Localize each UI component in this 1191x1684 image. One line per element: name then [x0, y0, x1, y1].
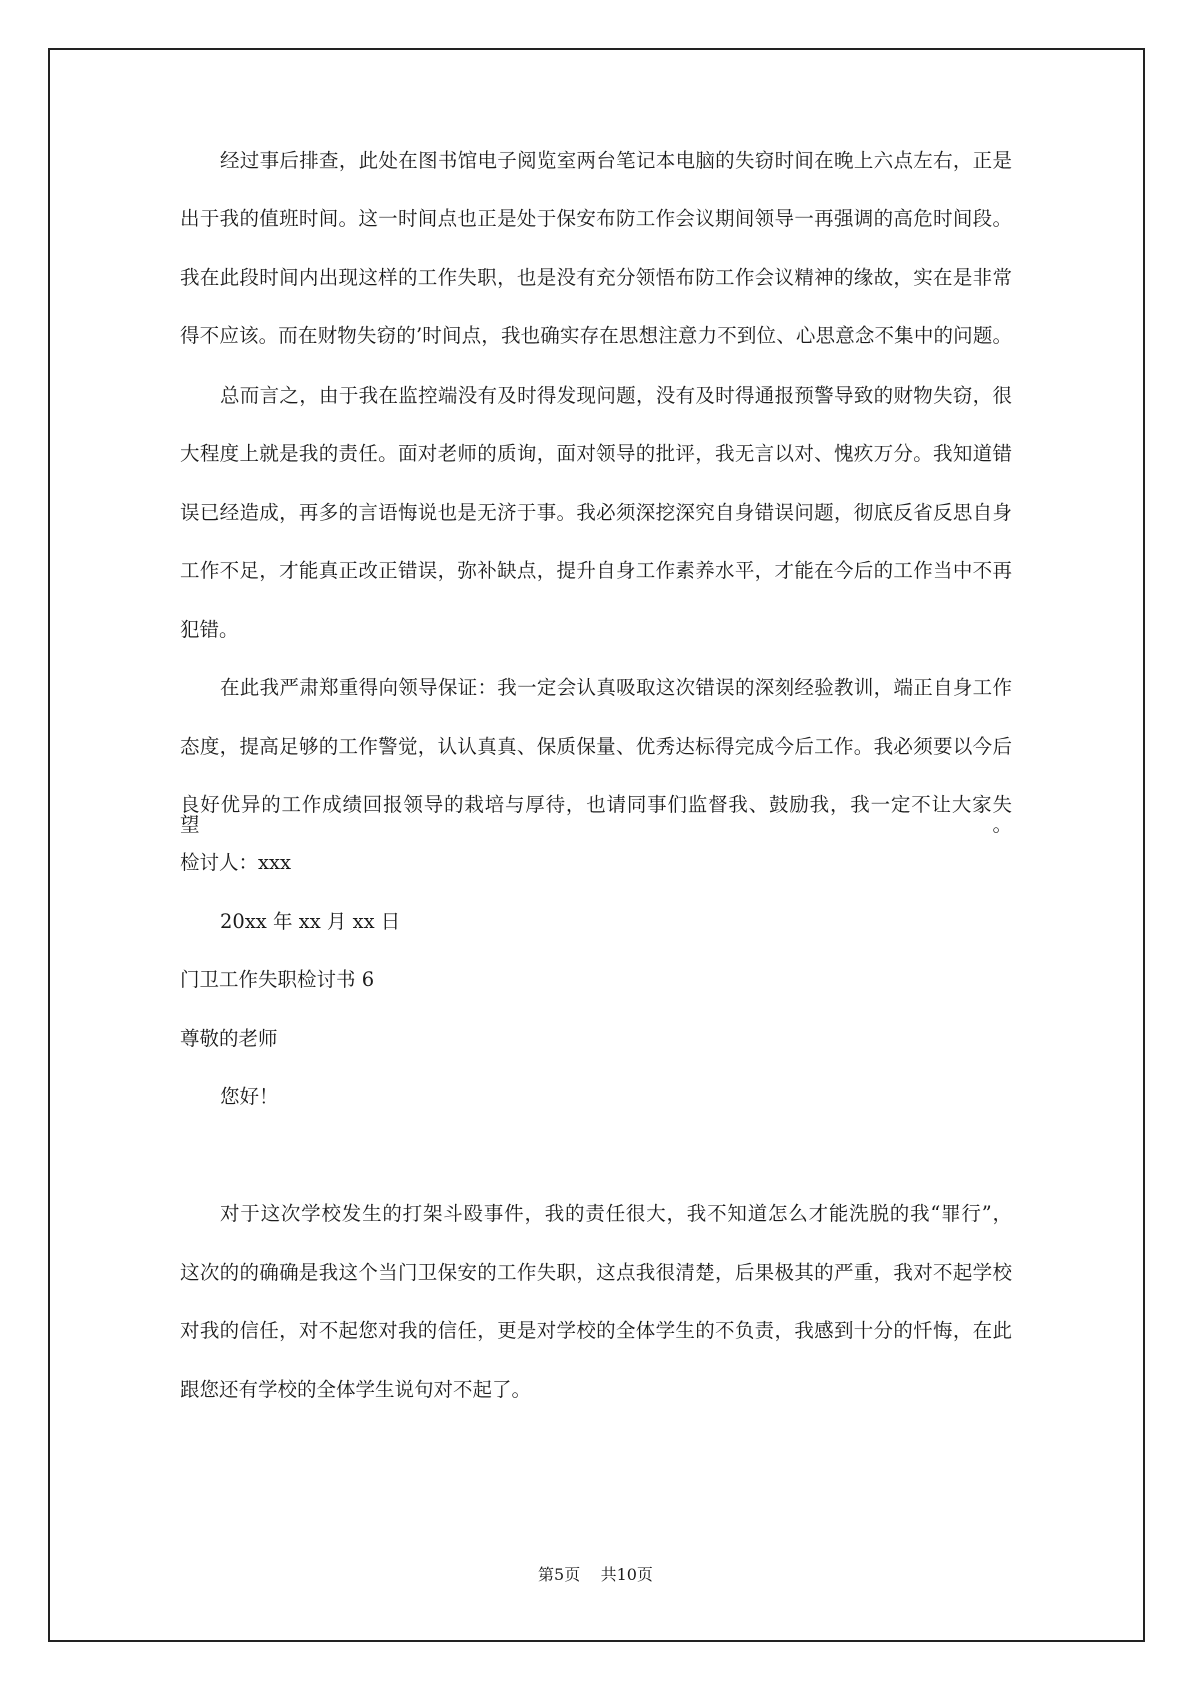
- paragraph-2-line-2: 大程度上就是我的责任。面对老师的质询，面对领导的批评，我无言以对、愧疚万分。我知道错: [180, 442, 1012, 465]
- paragraph-3-line-2: 态度，提高足够的工作警觉，认认真真、保质保量、优秀达标得完成今后工作。我必须要以今后: [180, 735, 1012, 758]
- paragraph-1-line-3: 我在此段时间内出现这样的工作失职，也是没有充分领悟布防工作会议精神的缘故，实在是非常: [180, 266, 1012, 289]
- section-title: 门卫工作失职检讨书 6: [180, 968, 375, 991]
- paragraph-2-line-1: 总而言之，由于我在监控端没有及时得发现问题，没有及时得通报预警导致的财物失窃，很: [220, 384, 1012, 407]
- salutation: 尊敬的老师: [180, 1027, 278, 1050]
- signature: 检讨人：xxx: [180, 851, 291, 874]
- paragraph-1-line-2: 出于我的值班时间。这一时间点也正是处于保安布防工作会议期间领导一再强调的高危时间段。: [180, 207, 1012, 230]
- greeting: 您好！: [220, 1085, 279, 1108]
- paragraph-1-line-4: 得不应该。而在财物失窃的’时间点，我也确实存在思想注意力不到位、心思意念不集中的问题。: [180, 324, 1012, 347]
- paragraph-2-line-5: 犯错。: [180, 618, 239, 641]
- paragraph-1-line-1: 经过事后排查，此处在图书馆电子阅览室两台笔记本电脑的失窃时间在晚上六点左右，正是: [220, 149, 1012, 172]
- paragraph-3-line-3: 良好优异的工作成绩回报领导的栽培与厚待，也请同事们监督我、鼓励我，我一定不让大家失望。: [180, 793, 1012, 836]
- paragraph-4-line-2: 这次的的确确是我这个当门卫保安的工作失职，这点我很清楚，后果极其的严重，我对不起学校: [180, 1261, 1012, 1284]
- paragraph-4-line-4: 跟您还有学校的全体学生说句对不起了。: [180, 1378, 532, 1401]
- paragraph-4-line-3: 对我的信任，对不起您对我的信任，更是对学校的全体学生的不负责，我感到十分的忏悔，在此: [180, 1319, 1012, 1342]
- paragraph-3-line-1: 在此我严肃郑重得向领导保证：我一定会认真吸取这次错误的深刻经验教训，端正自身工作: [220, 676, 1012, 699]
- paragraph-2-line-4: 工作不足，才能真正改正错误，弥补缺点，提升自身工作素养水平，才能在今后的工作当中不再: [180, 559, 1012, 582]
- paragraph-4-line-1: 对于这次学校发生的打架斗殴事件，我的责任很大，我不知道怎么才能洗脱的我“罪行”，: [220, 1202, 1012, 1225]
- date: 20xx 年 xx 月 xx 日: [220, 910, 401, 933]
- page-number-footer: 第5页 共10页: [538, 1565, 653, 1584]
- paragraph-2-line-3: 误已经造成，再多的言语悔说也是无济于事。我必须深挖深究自身错误问题，彻底反省反思自身: [180, 501, 1012, 524]
